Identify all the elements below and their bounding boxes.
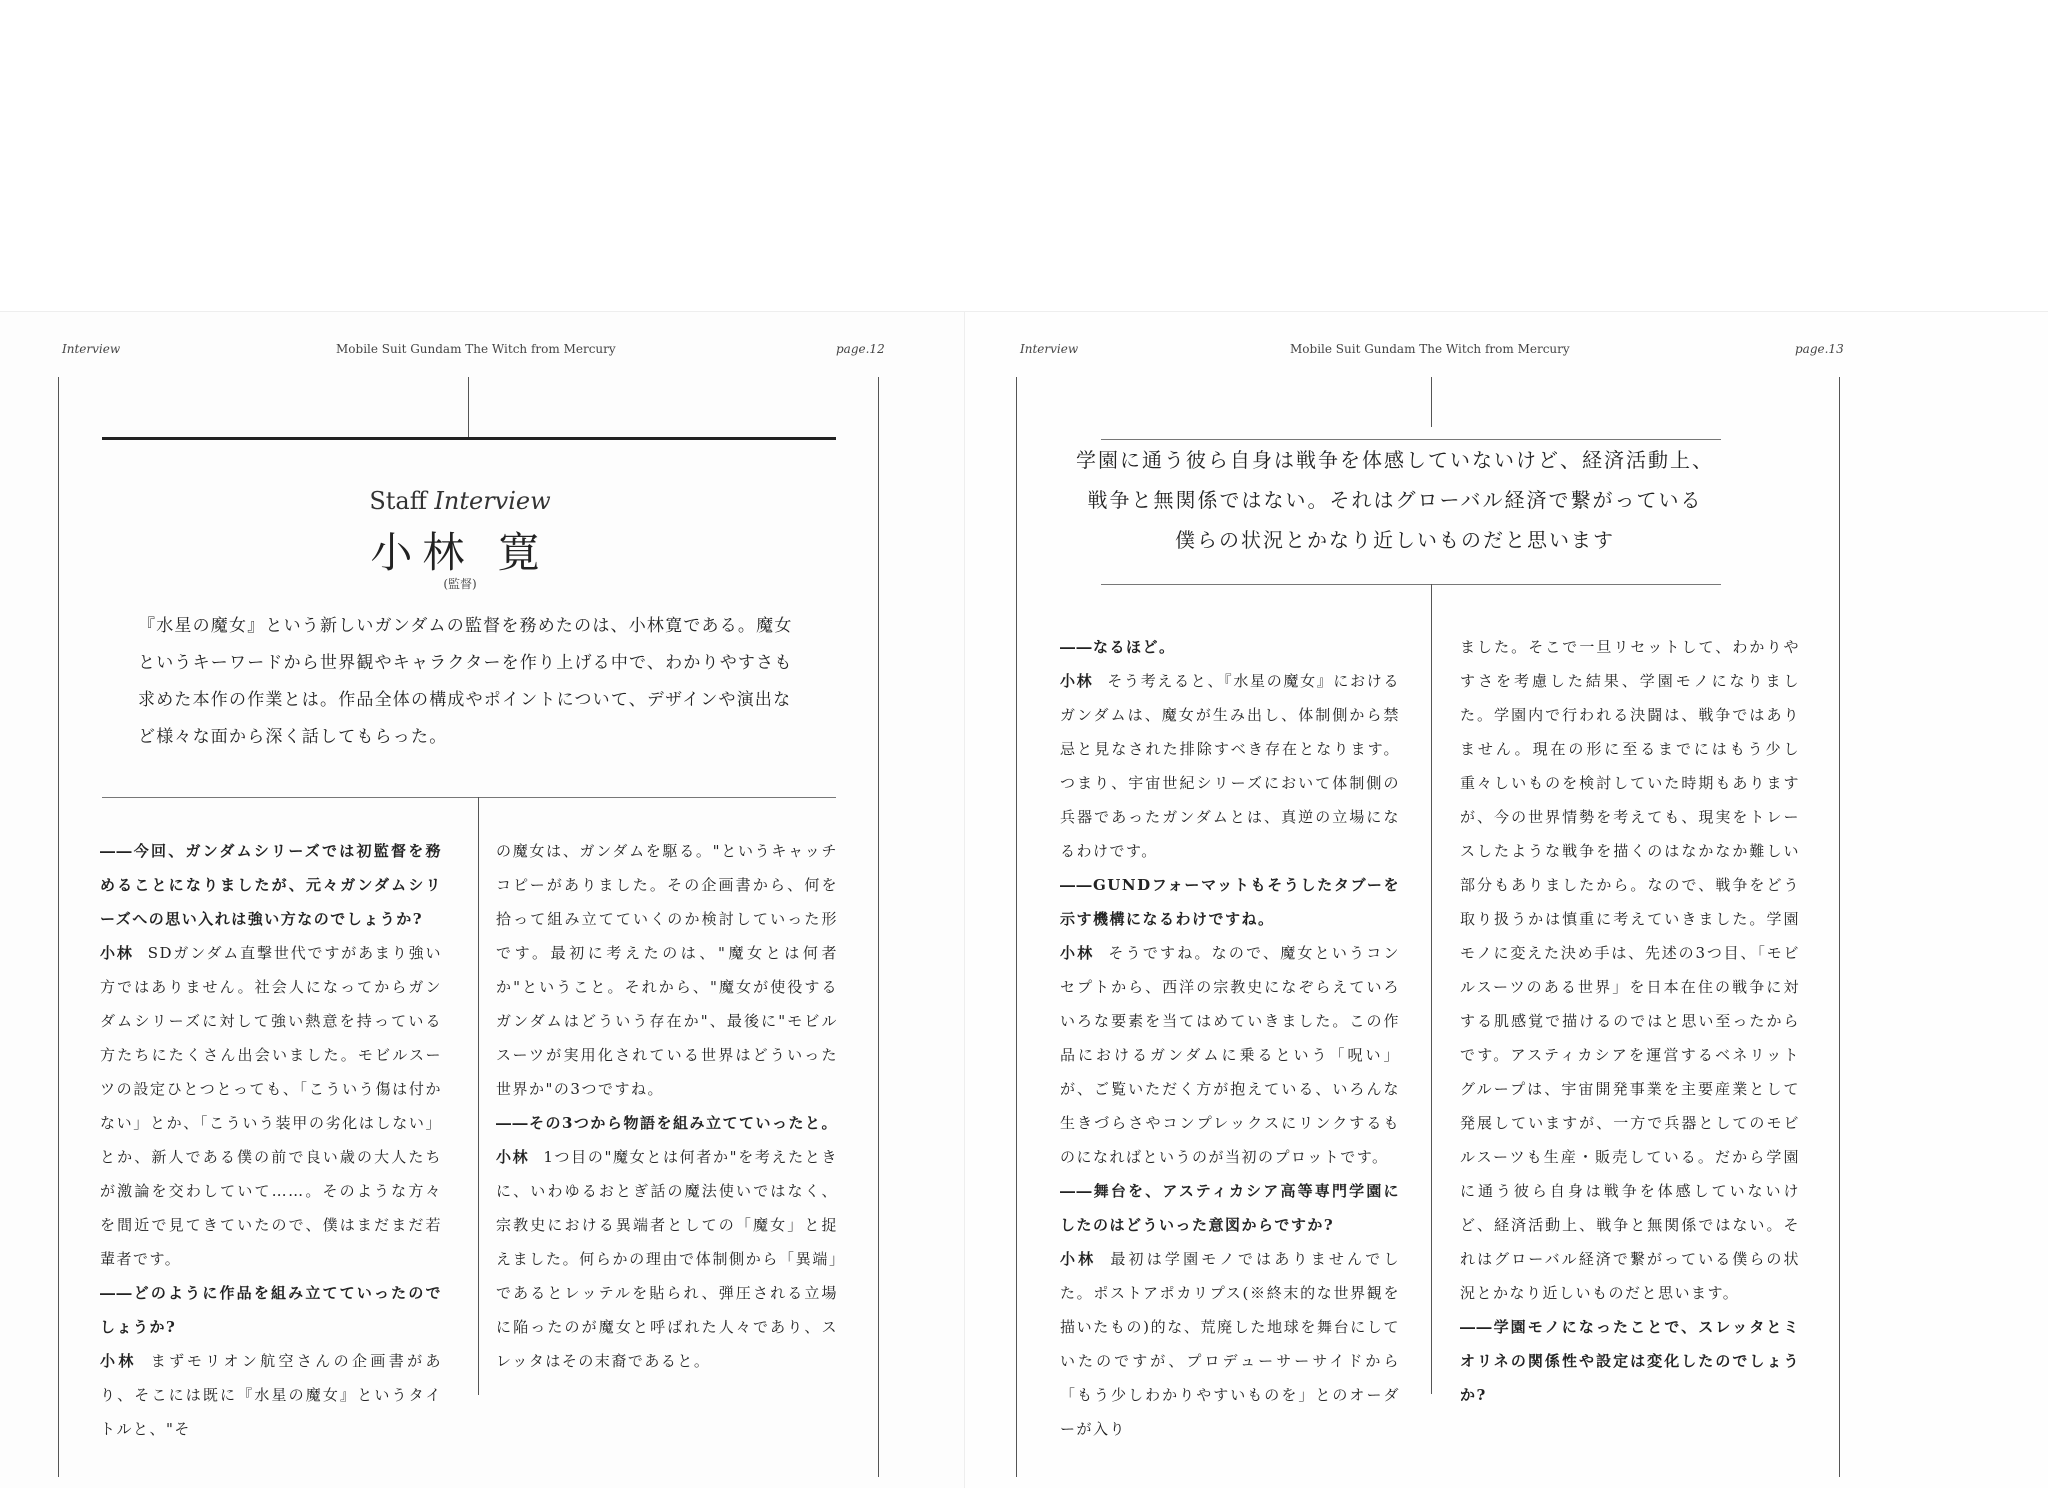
- speaker-name: 小林: [100, 1352, 137, 1370]
- question: ――どのように作品を組み立てていったのでしょうか?: [100, 1284, 442, 1336]
- left-page: [0, 312, 1016, 1488]
- staff-interview-label: [80, 487, 840, 515]
- right-column-2: [1460, 630, 1800, 1412]
- answer: [1060, 664, 1400, 868]
- answer: [1060, 1242, 1400, 1446]
- left-column-divider: [478, 797, 479, 1395]
- speaker-name: 小林: [1060, 672, 1094, 690]
- pull-quote-line: 学園に通う彼ら自身は戦争を体感していないけど、経済活動上、: [1076, 448, 1714, 472]
- answer-text: 最初は学園モノではありませんでした。ポストアポカリプス(※終末的な世界観を描いたもの)的な、荒廃した地球を舞台にしていたのですが、プロデューサーサイドから「もう少しわかりやすいものを」とのオーダーが入り: [1060, 1250, 1400, 1438]
- question: ――GUNDフォーマットもそうしたタブーを示す機構になるわけですね。: [1060, 876, 1400, 928]
- continued-text: の魔女は、ガンダムを駆る。"というキャッチコピーがありました。その企画書から、何を拾って組み立てていくのか検討していった形です。最初に考えたのは、"魔女とは何者か"ということ。それから、"魔女が使役するガンダムはどういう存在か"、最後に"モビルスーツが実用化されている世界はどういった世界か"の3つですね。: [496, 842, 838, 1098]
- left-title-rule: [102, 437, 836, 440]
- right-top-center-rule: [1431, 377, 1432, 427]
- interviewee-role: (監督): [443, 577, 477, 591]
- left-header-page-number: page.12: [836, 342, 885, 356]
- right-outer-rule: [1839, 377, 1840, 1477]
- pull-quote-line: 戦争と無関係ではない。それはグローバル経済で繋がっている: [1087, 488, 1703, 512]
- answer: [100, 936, 442, 1276]
- speaker-name: 小林: [1060, 944, 1095, 962]
- answer: [1060, 936, 1400, 1174]
- pull-quote-bottom-rule: [1101, 584, 1721, 585]
- right-header-section: Interview: [1020, 342, 1079, 356]
- lead-paragraph: 『水星の魔女』という新しいガンダムの監督を務めたのは、小林寛である。魔女というキーワードから世界観やキャラクターを作り上げる中で、わかりやすさも求めた本作の作業とは。作品全体の構成やポイントについて、デザインや演出など様々な面から深く話してもらった。: [138, 616, 793, 747]
- answer: [100, 1344, 442, 1446]
- answer-text: まずモリオン航空さんの企画書があり、そこには既に『水星の魔女』というタイトルと、"そ: [100, 1352, 442, 1438]
- left-header-section: Interview: [62, 342, 121, 356]
- left-header-title: Mobile Suit Gundam The Witch from Mercury: [336, 342, 616, 356]
- speaker-name: 小林: [100, 944, 134, 962]
- answer-text: そう考えると、『水星の魔女』におけるガンダムは、魔女が生み出し、体制側から禁忌と見なされた排除すべき存在となります。つまり、宇宙世紀シリーズにおいて体制側の兵器であったガンダムとは、真逆の立場になるわけです。: [1060, 672, 1400, 860]
- left-lead-rule: [102, 797, 836, 798]
- right-column-divider: [1431, 584, 1432, 1394]
- staff-label-emph: Interview: [434, 487, 551, 515]
- speaker-name: 小林: [1060, 1250, 1097, 1268]
- left-inner-rule: [878, 377, 879, 1477]
- left-column-2: [496, 834, 838, 1378]
- answer: [496, 1140, 838, 1378]
- left-top-center-rule: [468, 377, 469, 437]
- pull-quote-line: 僕らの状況とかなり近しいものだと思います: [1175, 528, 1615, 552]
- interviewee-name: 小林 寛: [370, 528, 550, 577]
- right-header-page-number: page.13: [1795, 342, 1844, 356]
- pull-quote: [1065, 440, 1725, 560]
- right-page: [965, 312, 2048, 1488]
- staff-label-prefix: Staff: [369, 487, 427, 515]
- left-column-1: [100, 834, 442, 1446]
- right-header-title: Mobile Suit Gundam The Witch from Mercury: [1290, 342, 1570, 356]
- answer-text: SDガンダム直撃世代ですがあまり強い方ではありません。社会人になってからガンダムシリーズに対して強い熱意を持っている方たちにたくさん出会いました。モビルスーツの設定ひとつとっても、「こういう傷は付かない」とか、「こういう装甲の劣化はしない」とか、新人である僕の前で良い歳の大人たちが激論を交わしていて……。そのような方々を間近で見てきていたので、僕はまだまだ若輩者です。: [100, 944, 442, 1268]
- question: ――学園モノになったことで、スレッタとミオリネの関係性や設定は変化したのでしょうか?: [1460, 1318, 1800, 1404]
- speaker-name: 小林: [496, 1148, 530, 1166]
- left-outer-rule: [58, 377, 59, 1477]
- right-column-1: [1060, 630, 1400, 1446]
- question: ――その3つから物語を組み立てていったと。: [496, 1114, 838, 1132]
- answer-text: 1つ目の"魔女とは何者か"を考えたときに、いわゆるおとぎ話の魔法使いではなく、宗教史における異端者としての「魔女」と捉えました。何らかの理由で体制側から「異端」であるとレッテルを貼られ、弾圧される立場に陥ったのが魔女と呼ばれた人々であり、スレッタはその末裔であると。: [496, 1148, 838, 1370]
- question: ――舞台を、アスティカシア高等専門学園にしたのはどういった意図からですか?: [1060, 1182, 1400, 1234]
- answer-text: そうですね。なので、魔女というコンセプトから、西洋の宗教史になぞらえていろいろな要素を当てはめていきました。この作品におけるガンダムに乗るという「呪い」が、ご覧いただく方が抱えている、いろんな生きづらさやコンプレックスにリンクするものになればというのが当初のプロットです。: [1060, 944, 1400, 1166]
- right-inner-rule: [1016, 377, 1017, 1477]
- question: ――今回、ガンダムシリーズでは初監督を務めることになりましたが、元々ガンダムシリーズへの思い入れは強い方なのでしょうか?: [100, 842, 442, 928]
- question: ――なるほど。: [1060, 638, 1176, 656]
- continued-text: ました。そこで一旦リセットして、わかりやすさを考慮した結果、学園モノになりました。学園内で行われる決闘は、戦争ではありません。現在の形に至るまでにはもう少し重々しいものを検討していた時期もありますが、今の世界情勢を考えても、現実をトレースしたような戦争を描くのはなかなか難しい部分もありましたから。なので、戦争をどう取り扱うかは慎重に考えていきました。学園モノに変えた決め手は、先述の3つ目、「モビルスーツのある世界」を日本在住の戦争に対する肌感覚で描けるのではと思い至ったからです。アスティカシアを運営するベネリットグループは、宇宙開発事業を主要産業として発展していますが、一方で兵器としてのモビルスーツも生産・販売している。だから学園に通う彼ら自身は戦争を体感していないけど、経済活動上、戦争と無関係ではない。それはグローバル経済で繋がっている僕らの状況とかなり近しいものだと思います。: [1460, 638, 1800, 1302]
